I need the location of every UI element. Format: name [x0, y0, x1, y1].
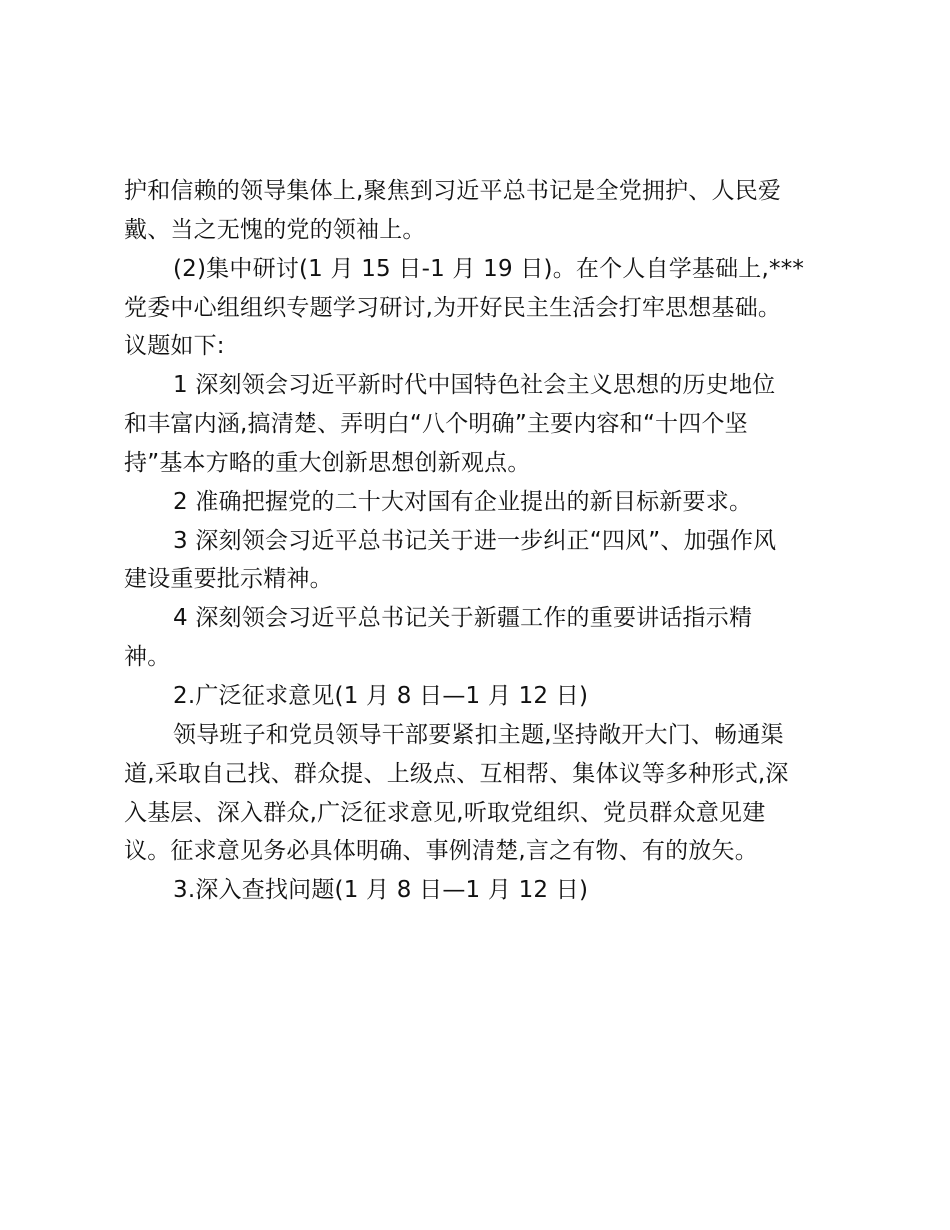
text-line: 党委中心组组织专题学习研讨,为开好民主生活会打牢思想基础。: [124, 294, 782, 321]
text-line: 戴、当之无愧的党的领袖上。: [124, 216, 426, 243]
text-line: 议题如下:: [124, 333, 225, 360]
text-line: 领导班子和党员领导干部要紧扣主题,坚持敞开大门、畅通渠: [173, 721, 784, 748]
text-line: 3 深刻领会习近平总书记关于进一步纠正“四风”、加强作风: [173, 527, 777, 554]
section-heading: 3.深入查找问题(1 月 8 日—1 月 12 日): [173, 877, 589, 904]
text-line: 建设重要批示精神。: [124, 566, 333, 593]
text-line: 1 深刻领会习近平新时代中国特色社会主义思想的历史地位: [173, 372, 776, 399]
text-line: 护和信赖的领导集体上,聚焦到习近平总书记是全党拥护、人民爱: [124, 178, 782, 204]
text-line: 持”基本方略的重大创新思想创新观点。: [124, 449, 531, 476]
text-line: 议。征求意见务必具体明确、事例清楚,言之有物、有的放矢。: [124, 838, 758, 865]
text-line: 和丰富内涵,搞清楚、弄明白“八个明确”主要内容和“十四个坚: [124, 411, 748, 438]
section-heading: 2.广泛征求意见(1 月 8 日—1 月 12 日): [173, 682, 589, 709]
text-line: 道,采取自己找、群众提、上级点、互相帮、集体议等多种形式,深: [124, 760, 789, 787]
text-line: 入基层、深入群众,广泛征求意见,听取党组织、党员群众意见建: [124, 799, 766, 826]
text-line: 2 准确把握党的二十大对国有企业提出的新目标新要求。: [173, 488, 753, 515]
text-line: 4 深刻领会习近平总书记关于新疆工作的重要讲话指示精: [173, 605, 753, 632]
text-line: 神。: [124, 644, 171, 671]
text-line: (2)集中研讨(1 月 15 日-1 月 19 日)。在个人自学基础上,***: [173, 255, 805, 282]
document-body: [124, 172, 844, 910]
